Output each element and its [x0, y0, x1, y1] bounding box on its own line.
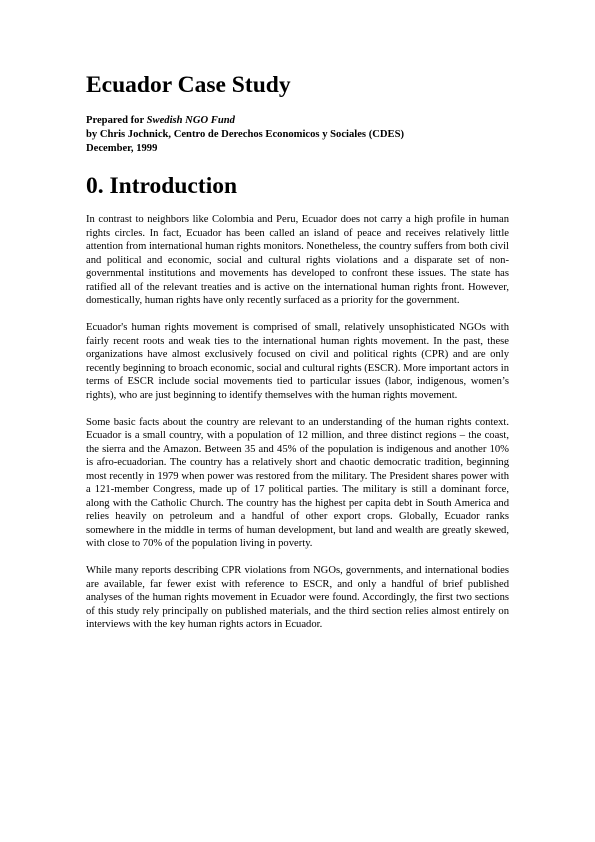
prepared-for-line: [86, 114, 509, 128]
date-line: December, 1999: [86, 143, 158, 154]
document-title: Ecuador Case Study: [86, 72, 291, 98]
author-line: by Chris Jochnick, Centro de Derechos Economicos y Sociales (CDES): [86, 129, 405, 140]
prepared-for-org: Swedish NGO Fund: [146, 115, 235, 126]
document-page: [86, 72, 509, 645]
prepared-for-prefix: Prepared for: [86, 115, 147, 126]
document-metadata: [86, 114, 509, 156]
paragraph: Ecuador's human rights movement is comprised of small, relatively unsophisticated NGOs with fairly recent roots and weak ties to the international human rights movement. In the past, these organizations have almost exclusively focused on civil and political rights (CPR) and are only recently beginning to broach economic, social and cultural rights (ESCR). More important actors in terms of ESCR include social movements tied to particular issues (labor, indigenous, women’s rights), who are just beginning to identify themselves with the human rights movement.: [86, 322, 509, 401]
paragraph: While many reports describing CPR violations from NGOs, governments, and international bodies are available, far fewer exist with reference to ESCR, and only a handful of brief published analyses of the human rights movement in Ecuador were found. Accordingly, the first two sections of this study rely principally on published materials, and the third section relies almost entirely on interviews with the key human rights actors in Ecuador.: [86, 565, 509, 630]
paragraph: In contrast to neighbors like Colombia and Peru, Ecuador does not carry a high profile in human rights circles. In fact, Ecuador has been called an island of peace and receives relatively little attention from international human rights monitors. Nonetheless, the country suffers from both civil and political and economic, social and cultural rights violations and a disparate set of non-governmental institutions and movements has developed to confront these issues. The state has ratified all of the relevant treaties and is active on the international human rights front. However, domestically, human rights have only recently surfaced as a priority for the government.: [86, 214, 509, 306]
section-heading: 0. Introduction: [86, 173, 238, 199]
paragraph: Some basic facts about the country are relevant to an understanding of the human rights context. Ecuador is a small country, with a population of 12 million, and three distinct regions – the coast, the sierra and the Amazon. Between 35 and 45% of the population is indigenous and another 10% is afro-ecuadorian. The country has a relatively short and chaotic democratic tradition, beginning most recently in 1979 when power was restored from the military. The President shares power with a 121-member Congress, made up of 17 political parties. The military is still a dominant force, along with the Catholic Church. The country has the highest per capita debt in South America and relies heavily on petroleum and a handful of other export crops. Globally, Ecuador ranks somewhere in the middle in terms of human development, but land and wealth are greatly skewed, with close to 70% of the population living in poverty.: [86, 416, 509, 549]
